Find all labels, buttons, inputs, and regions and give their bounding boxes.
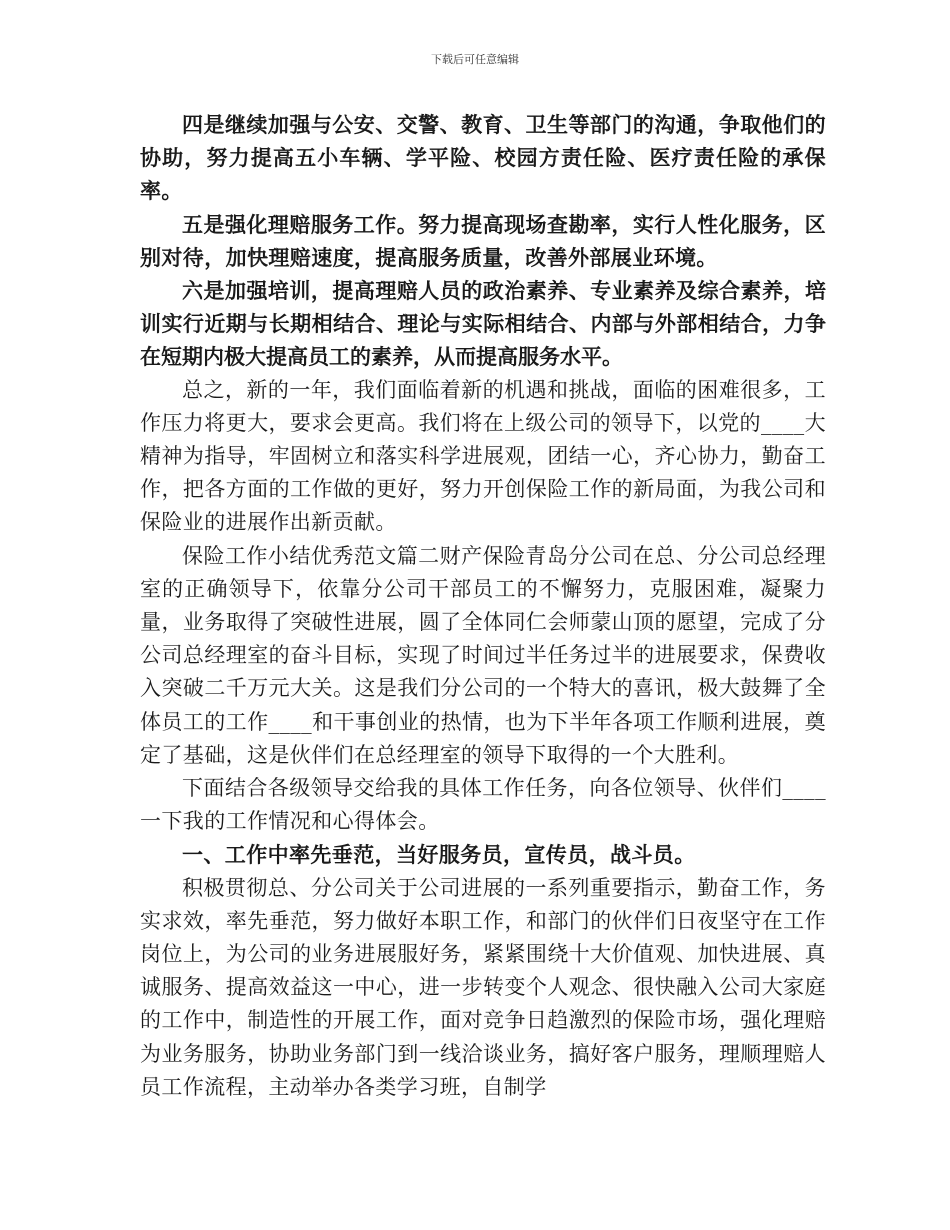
paragraph-section-one-body: 积极贯彻总、分公司关于公司进展的一系列重要指示，勤奋工作，务实求效，率先垂范，努力做好本职工作，和部门的伙伴们日夜坚守在工作岗位上，为公司的业务进展服好务，紧紧围绕十大价值观、加快进展、真诚服务、提高效益这一中心，进一步转变个人观念、很快融入公司大家庭的工作中，制造性的开展工作，面对竞争日趋激烈的保险市场，强化理赔为业务服务，协助业务部门到一线洽谈业务，搞好客户服务，理顺理赔人员工作流程，主动举办各类学习班，自制学 [140,875,826,1099]
paragraph-measure-5: 五是强化理赔服务工作。努力提高现场查勘率，实行人性化服务，区别对待，加快理赔速度，提高服务质量，改善外部展业环境。 [140,211,826,270]
paragraph-report-intro: 下面结合各级领导交给我的具体工作任务，向各位领导、伙伴们____一下我的工作情况和心得体会。 [140,776,826,834]
paragraph-article-two-intro: 保险工作小结优秀范文篇二财产保险青岛分公司在总、分公司总经理室的正确领导下，依靠分公司干部员工的不懈努力，克服困难，凝聚力量，业务取得了突破性进展，圆了全体同仁会师蒙山顶的愿望，完成了分公司总经理室的奋斗目标，实现了时间过半任务过半的进展要求，保费收入突破二千万元大关。这是我们分公司的一个特大的喜讯，极大鼓舞了全体员工的工作____和干事创业的热情，也为下半年各项工作顺利进展，奠定了基础，这是伙伴们在总经理室的领导下取得的一个大胜利。 [140,543,826,767]
section-heading-one: 一、工作中率先垂范，当好服务员，宣传员，战斗员。 [182,842,696,868]
document-body [140,108,826,1104]
paragraph-measure-6: 六是加强培训，提高理赔人员的政治素养、专业素养及综合素养，培训实行近期与长期相结合、理论与实际相结合、内部与外部相结合，力争在短期内极大提高员工的素养，从而提高服务水平。 [140,278,826,370]
page-header: 下载后可任意编辑 [431,53,519,66]
paragraph-measure-4: 四是继续加强与公安、交警、教育、卫生等部门的沟通，争取他们的协助，努力提高五小车辆、学平险、校园方责任险、医疗责任险的承保率。 [140,112,826,204]
paragraph-summary: 总之，新的一年，我们面临着新的机遇和挑战，面临的困难很多，工作压力将更大，要求会更高。我们将在上级公司的领导下，以党的____大精神为指导，牢固树立和落实科学进展观，团结一心，齐心协力，勤奋工作，把各方面的工作做的更好，努力开创保险工作的新局面，为我公司和保险业的进展作出新贡献。 [140,377,826,535]
